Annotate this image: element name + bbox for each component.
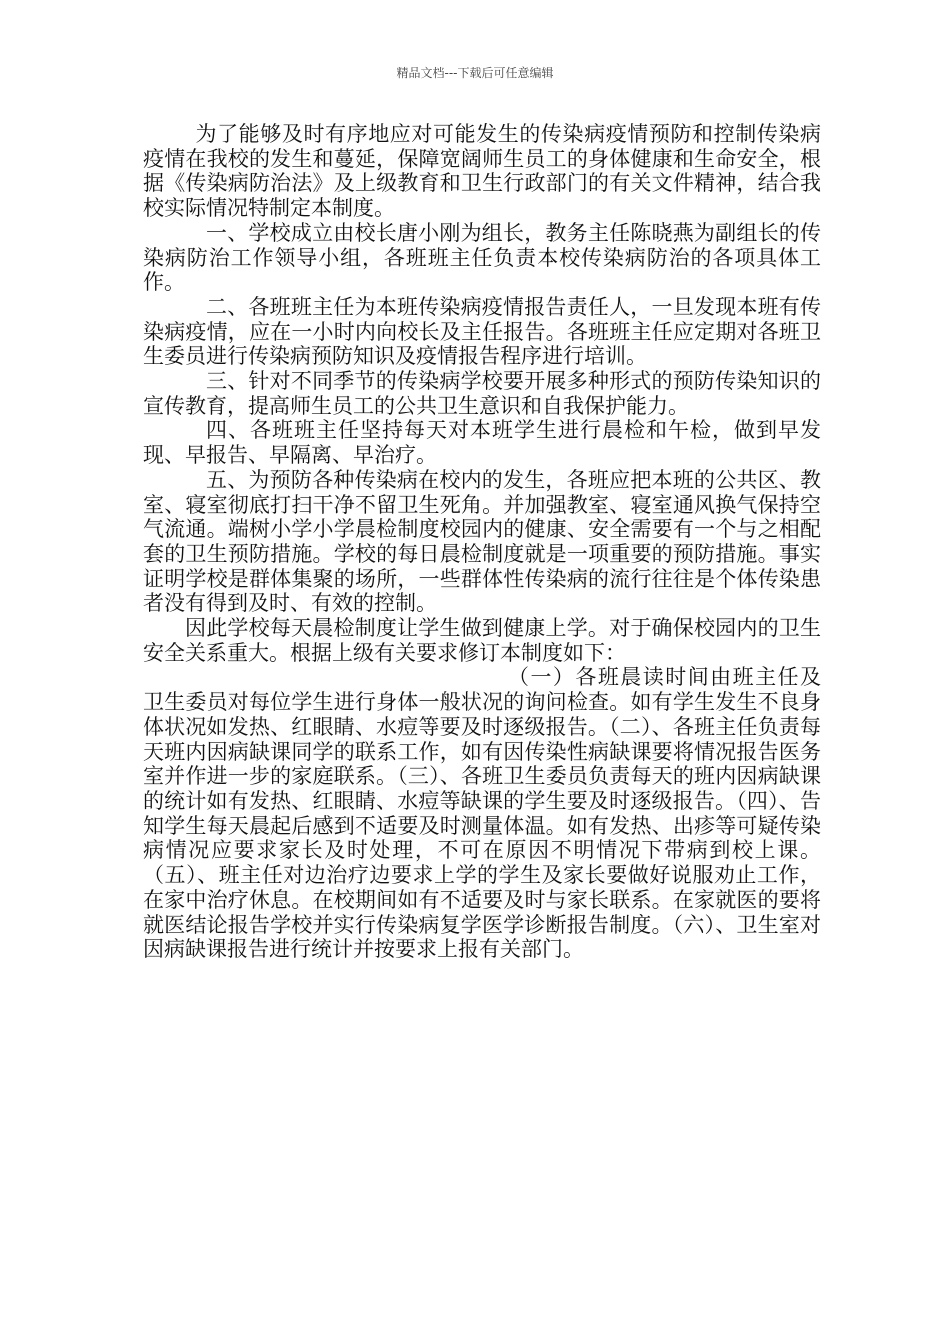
clause-four-paragraph: 四、各班班主任坚持每天对本班学生进行晨检和午检，做到早发现、早报告、早隔离、早治疗。: [143, 418, 821, 468]
page-header-note: 精品文档---下载后可任意编辑: [396, 66, 554, 80]
clause-five-paragraph: 五、为预防各种传染病在校内的发生，各班应把本班的公共区、教室、寝室彻底打扫干净不留卫生死角。并加强教室、寝室通风换气保持空气流通。端树小学小学晨检制度校园内的健康、安全需要有一个与之相配套的卫生预防措施。学校的每日晨检制度就是一项重要的预防措施。事实证明学校是群体集聚的场所，一些群体性传染病的流行往往是个体传染患者没有得到及时、有效的控制。: [143, 467, 821, 616]
intro-paragraph: 为了能够及时有序地应对可能发生的传染病疫情预防和控制传染病疫情在我校的发生和蔓延，保障宽阔师生员工的身体健康和生命安全，根据《传染病防治法》及上级教育和卫生行政部门的有关文件精神，结合我校实际情况特制定本制度。: [143, 122, 821, 221]
clause-three-paragraph: 三、针对不同季节的传染病学校要开展多种形式的预防传染知识的宣传教育，提高师生员工的公共卫生意识和自我保护能力。: [143, 369, 821, 418]
clause-two-paragraph: 二、各班班主任为本班传染病疫情报告责任人，一旦发现本班有传染病疫情，应在一小时内向校长及主任报告。各班班主任应定期对各班卫生委员进行传染病预防知识及疫情报告程序进行培训。: [143, 294, 821, 369]
clause-one-paragraph: 一、学校成立由校长唐小刚为组长，教务主任陈晓燕为副组长的传染病防治工作领导小组，各班班主任负责本校传染病防治的各项具体工作。: [143, 220, 821, 295]
morning-check-rules-paragraph: （一）各班晨读时间由班主任及卫生委员对每位学生进行身体一般状况的询问检查。如有学生发生不良身体状况如发热、红眼睛、水痘等要及时逐级报告。（二）、各班主任负责每天班内因病缺课同学的联系工作，如有因传染性病缺课要将情况报告医务室并作进一步的家庭联系。（三）、各班卫生委员负责每天的班内因病缺课的统计如有发热、红眼睛、水痘等缺课的学生要及时逐级报告。（四）、告知学生每天晨起后感到不适要及时测量体温。如有发热、出疹等可疑传染病情况应要求家长及时处理，不可在原因不明情况下带病到校上课。（五）、班主任对边治疗边要求上学的学生及家长要做好说服劝止工作，在家中治疗休息。在校期间如有不适要及时与家长联系。在家就医的要将就医结论报告学校并实行传染病复学医学诊断报告制度。（六）、卫生室对因病缺课报告进行统计并按要求上报有关部门。: [143, 665, 821, 962]
morning-check-intro-paragraph: 因此学校每天晨检制度让学生做到健康上学。对于确保校园内的卫生安全关系重大。根据上级有关要求修订本制度如下：: [143, 616, 821, 665]
document-body: [143, 122, 821, 962]
